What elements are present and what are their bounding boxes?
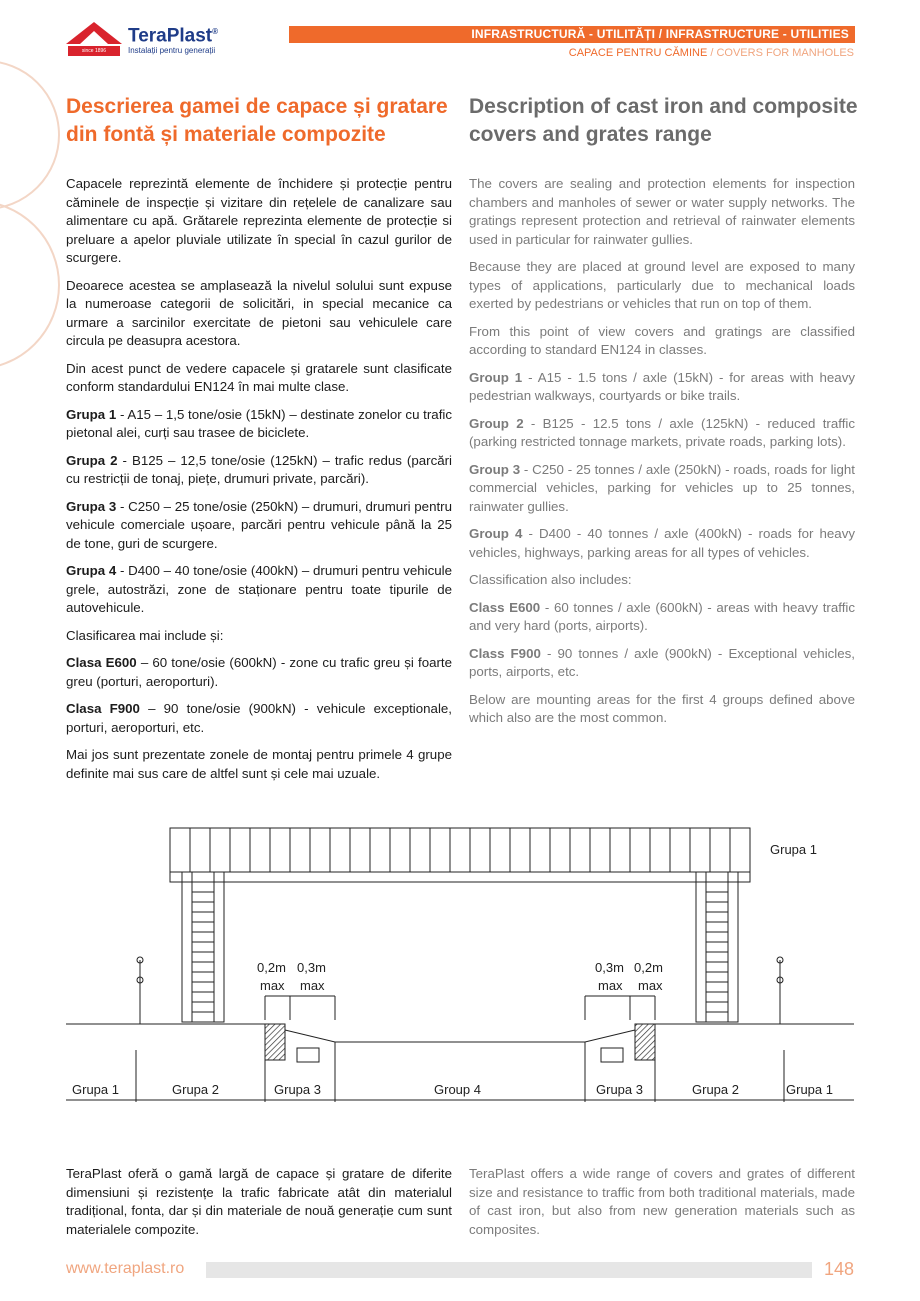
subcategory: CAPACE PENTRU CĂMINE / COVERS FOR MANHOLES <box>568 47 854 59</box>
svg-text:Grupa 2: Grupa 2 <box>692 1082 739 1097</box>
paragraph: Capacele reprezintă elemente de închidere și protecție pentru căminele de inspecție și vizitare din rețelele de canalizare sau alimentare cu apă. Grătarele reprezinta elemente de protecție si preluare a apelor pluviale utilizate în special în cazul gurilor de scurgere. <box>66 176 452 265</box>
class-f900-item: Clasa F900 – 90 tone/osie (900kN) - vehicule exceptionale, porturi, aeroporturi, etc. <box>66 701 452 735</box>
svg-text:Grupa 2: Grupa 2 <box>172 1082 219 1097</box>
title-en: Description of cast iron and composite covers and grates range <box>469 95 858 146</box>
svg-text:0,2m: 0,2m <box>257 960 286 975</box>
svg-text:0,3m: 0,3m <box>297 960 326 975</box>
paragraph: Below are mounting areas for the first 4 groups defined above which also are the most common. <box>469 691 855 725</box>
group-1-item: Group 1 - A15 - 1.5 tons / axle (15kN) - for areas with heavy pedestrian walkways, courtyards or bike trails. <box>469 369 855 403</box>
group-4-item: Group 4 - D400 - 40 tonnes / axle (400kN) - roads for heavy vehicles, highways, parking areas for all types of vehicles. <box>469 526 855 560</box>
paragraph: Clasificarea mai include și: <box>66 627 224 643</box>
decorative-circle <box>0 60 60 210</box>
paragraph: Classification also includes: <box>469 572 632 587</box>
group-2-item: Group 2 - B125 - 12.5 tons / axle (125kN) - reduced traffic (parking restricted tonnage markets, private roads, parking lots). <box>469 415 855 449</box>
paragraph: From this point of view covers and gratings are classified according to standard EN124 in classes. <box>469 323 855 357</box>
page-number: 148 <box>823 1259 854 1279</box>
decorative-circle <box>0 200 60 370</box>
svg-text:max: max <box>260 978 285 993</box>
svg-text:max: max <box>598 978 623 993</box>
svg-text:Grupa 1: Grupa 1 <box>770 842 817 857</box>
paragraph: Din acest punct de vedere capacele și gratarele sunt clasificate conform standardului EN124 în mai multe clase. <box>66 360 452 394</box>
footer-divider <box>206 1262 812 1278</box>
paragraph: Mai jos sunt prezentate zonele de montaj pentru primele 4 grupe definite mai sus care de altfel sunt și cele mai uzuale. <box>66 747 452 781</box>
column-ro <box>66 175 452 792</box>
svg-text:Grupa 1: Grupa 1 <box>786 1082 833 1097</box>
svg-text:0,3m: 0,3m <box>595 960 624 975</box>
group-3-item: Grupa 3 - C250 – 25 tone/osie (250kN) – drumuri, drumuri pentru vehicule comerciale ușoare, parcări pentru vehicule până la 25 de tone, guri de scurgere. <box>66 498 452 551</box>
paragraph: Because they are placed at ground level are exposed to many types of applications, particularly due to mechanical loads exerted by pedestrians or vehicles that run on top of them. <box>469 259 855 311</box>
svg-text:0,2m: 0,2m <box>634 960 663 975</box>
paragraph: The covers are sealing and protection elements for inspection chambers and manholes of sewer or water supply networks. The gratings represent protection and retrieval of rainwater elements used in particular for rainwater gullies. <box>469 176 855 247</box>
class-f900-item: Class F900 - 90 tonnes / axle (900kN) - Exceptional vehicles, ports, airports, etc. <box>469 645 855 679</box>
svg-text:max: max <box>638 978 663 993</box>
closing-paragraph-ro: TeraPlast oferă o gamă largă de capace și gratare de diferite dimensiuni și rezistențe la trafic fabricate atât din materialul tradițional, fonta, dar și din materiale de nouă generație cum sunt materialele compozite. <box>66 1166 452 1237</box>
teraplast-logo[interactable] <box>66 22 218 56</box>
svg-text:max: max <box>300 978 325 993</box>
paragraph: Deoarece acestea se amplasează la nivelul solului sunt expuse la numeroase categorii de solicitări, in special mecanice ca urmare a sarcinilor exercitate de pietoni sau vehiculele care circula pe deasupra acestora. <box>66 277 452 348</box>
svg-text:Grupa 3: Grupa 3 <box>274 1082 321 1097</box>
class-e600-item: Class E600 - 60 tonnes / axle (600kN) - areas with heavy traffic and very hard (ports, airports). <box>469 599 856 633</box>
logo-roof-icon: since 1896 <box>66 22 122 52</box>
svg-text:Group 4: Group 4 <box>434 1082 481 1097</box>
group-4-item: Grupa 4 - D400 – 40 tone/osie (400kN) – drumuri pentru vehicule grele, autostrăzi, zone de staționare pentru toate tipurile de autovehicule. <box>66 563 452 615</box>
group-3-item: Group 3 - C250 - 25 tonnes / axle (250kN) - roads, roads for light commercial vehicles, parking for vehicles up to 25 tonnes, rainwater gullies. <box>469 461 855 514</box>
title-ro: Descrierea gamei de capace și gratare din fontă și materiale compozite <box>66 95 448 146</box>
svg-text:Grupa 3: Grupa 3 <box>596 1082 643 1097</box>
svg-text:Grupa 1: Grupa 1 <box>72 1082 119 1097</box>
logo-brand: TeraPlast® <box>128 25 219 47</box>
logo-tagline: Instalații pentru generații <box>128 46 216 56</box>
class-e600-item: Clasa E600 – 60 tone/osie (600kN) - zone cu trafic greu și foarte greu (porturi, aeroporturi). <box>66 655 453 689</box>
group-1-item: Grupa 1 - A15 – 1,5 tone/osie (15kN) – destinate zonelor cu trafic pietonal alei, curți sau trasee de biciclete. <box>66 406 452 440</box>
closing-paragraph-en: TeraPlast offers a wide range of covers and grates of different size and resistance to traffic from both traditional materials, made of cast iron, but also from new generation materials such as composites. <box>469 1166 855 1237</box>
mounting-zones-diagram <box>60 820 860 1110</box>
category-bar: INFRASTRUCTURĂ - UTILITĂȚI / INFRASTRUCTURE - UTILITIES <box>289 26 855 43</box>
group-2-item: Grupa 2 - B125 – 12,5 tone/osie (125kN) – trafic redus (parcări cu restricții de tonaj, piețe, drumuri private, parcări). <box>66 452 452 486</box>
website-link[interactable]: www.teraplast.ro <box>66 1260 185 1277</box>
column-en <box>469 175 855 737</box>
